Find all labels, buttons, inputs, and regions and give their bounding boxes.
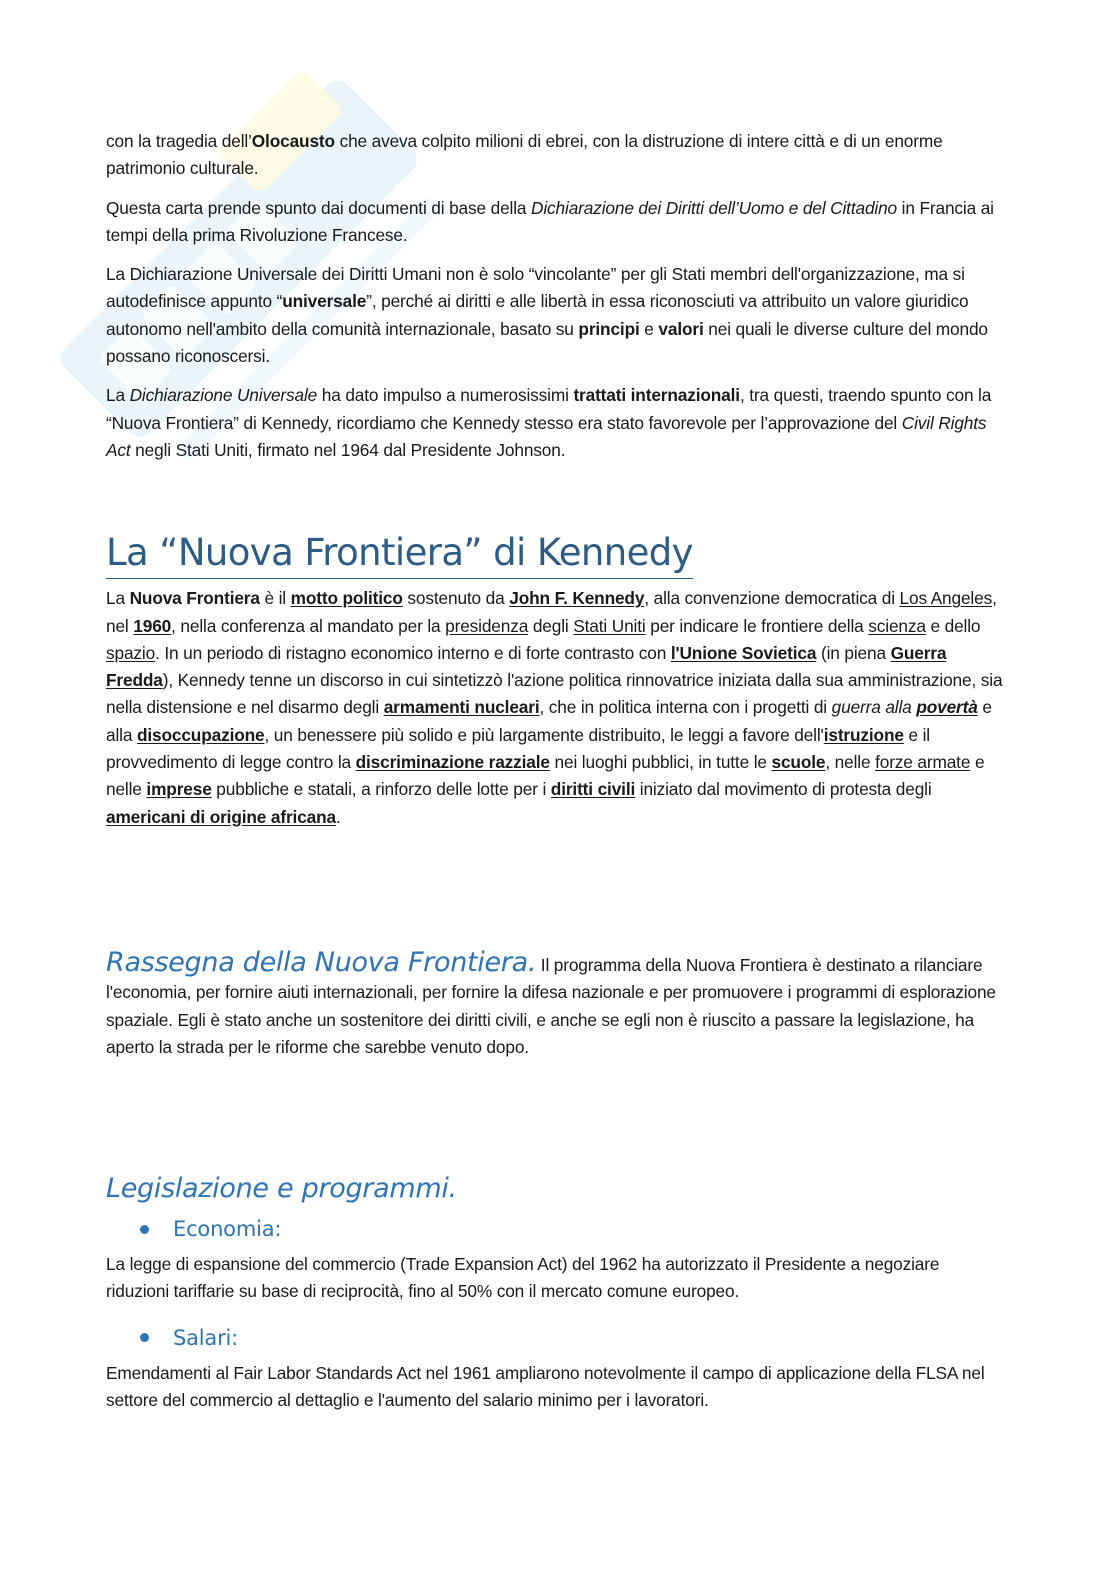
text-run: Il programma della Nuova Frontiera è destinato a rilanciare l'economia, per fornire aiuti internazionali, per fornire la difesa nazionale e per promuovere i programmi di esplorazione spaziale. Egli è stato anche un sostenitore dei diritti civili, e anche se egli non è riuscito a passare la legislazione, ha aperto la strada per le riforme che sarebbe venuto dopo. [106,954,996,1057]
inline-link[interactable]: imprese [146,779,212,800]
inline-link[interactable]: presidenza [445,615,529,636]
inline-link[interactable]: l'Unione Sovietica [670,642,817,663]
paragraph-olocausto [106,128,1006,183]
text-run: Emendamenti al Fair Labor Standards Act nel 1961 ampliarono notevolmente il campo di applicazione della FLSA nel settore del commercio al dettaglio e l'aumento del salario minimo per i lavoratori. [106,1362,985,1411]
text-run: . In un periodo di ristagno economico interno e di forte contrasto con [155,642,671,663]
text-run: degli [528,615,574,636]
text-run: e alla [106,697,992,745]
italic-text: Dichiarazione Universale [129,385,318,406]
text-run: Questa carta prende spunto dai documenti di base della [106,197,532,218]
text-run: , tra questi, traendo spunto con la “Nuova Frontiera” di Kennedy, ricordiamo che Kennedy stesso era stato favorevole per l’approvazione del [106,385,992,433]
text-run: , che in politica interna con i progetti di [539,697,832,718]
paragraph-dichiarazione-francese [106,195,1006,250]
text-run: e [639,318,659,339]
text-run: e dello [925,615,981,636]
italic-text: Civil Rights Act [106,412,987,460]
text-run: che aveva colpito milioni di ebrei, con la distruzione di intere città e di un enorme patrimonio culturale. [106,131,943,179]
text-run: è il [259,588,291,609]
text-run: ”, perché ai diritti e alle libertà in essa riconosciuti va attribuito un valore giuridico autonomo nell'ambito della comunità internazionale, basato su [106,291,969,339]
bold-text: principi [578,318,640,339]
text-run: La legge di espansione del commercio (Trade Expansion Act) del 1962 ha autorizzato il Presidente a negoziare riduzioni tariffarie su base di reciprocità, fino al 50% con il mercato comune europeo. [106,1254,940,1302]
text-run: (in piena [816,642,891,663]
bold-text: valori [658,318,704,339]
text-run: per indicare le frontiere della [645,615,869,636]
inline-link[interactable]: disoccupazione [136,724,265,745]
inline-link[interactable]: istruzione [823,724,904,745]
inline-link[interactable]: forze armate [875,752,971,773]
text-run: e il provvedimento di legge contro la [106,724,930,773]
bullet-salari [140,1320,1006,1356]
inline-link[interactable]: 1960 [133,615,172,636]
text-run: La [106,385,130,406]
inline-link[interactable]: spazio [106,642,156,663]
inline-link[interactable]: Stati Uniti [573,615,646,636]
paragraph-dichiarazione-universale [106,261,1006,370]
text-run: , nelle [825,752,876,773]
text-run: ha dato impulso a numerosissimi [317,385,574,406]
bullet-label-salari: Salari: [173,1325,239,1350]
inline-link[interactable]: povertà [916,697,978,718]
inline-link[interactable]: scienza [868,615,926,636]
text-run: , alla convenzione democratica di [644,588,900,609]
text-run: , un benessere più solido e più largamente distribuito, le leggi a favore dell' [264,724,824,745]
inline-link[interactable]: scuole [771,752,826,773]
text-run: . [336,806,341,827]
bold-text: Nuova Frontiera [129,588,260,609]
inline-link[interactable]: armamenti nucleari [383,697,540,718]
text-run: nei quali le diverse culture del mondo possano riconoscersi. [106,318,988,367]
paragraph-economia [106,1251,1006,1306]
text-run: negli Stati Uniti, firmato nel 1964 dal Presidente Johnson. [130,439,566,460]
heading-nuova-frontiera: La “Nuova Frontiera” di Kennedy [106,528,693,579]
inline-link[interactable]: motto politico [290,588,403,609]
inline-link[interactable]: americani di origine africana [106,806,336,827]
text-run: ), Kennedy tenne un discorso in cui sintetizzò l'azione politica rinnovatrice iniziata dalla sua amministrazione, sia nella distensione e nel disarmo degli [106,670,1003,718]
text-run: La [106,588,130,609]
text-run: con la tragedia dell’ [106,131,252,151]
bullet-label-economia: Economia: [173,1217,282,1242]
text-run: in Francia ai tempi della prima Rivoluzione Francese. [106,197,994,245]
inline-link[interactable]: John F. Kennedy [509,588,645,609]
bold-text: Olocausto [251,131,335,151]
text-run: , nel [106,588,997,636]
text-run: e nelle [106,752,985,800]
italic-text: guerra alla [831,697,917,718]
heading-rassegna: Rassegna della Nuova Frontiera. [106,946,537,978]
text-run: , nella conferenza al mandato per la [171,615,446,636]
heading-legislazione: Legislazione e programmi. [106,1173,457,1205]
italic-text: Dichiarazione dei Diritti dell’Uomo e del Cittadino [531,197,898,218]
bold-text: trattati internazionali [573,385,740,406]
text-run: iniziato dal movimento di protesta degli [635,779,932,800]
paragraph-trattati [106,382,1006,464]
bold-text: universale [282,291,367,312]
document-content [106,128,1006,1426]
paragraph-rassegna [106,946,1006,1061]
inline-link[interactable]: Guerra Fredda [106,642,947,691]
text-run: nei luoghi pubblici, in tutte le [549,752,772,773]
paragraph-salari [106,1360,1006,1415]
text-run: La Dichiarazione Universale dei Diritti Umani non è solo “vincolante” per gli Stati membri dell'organizzazione, ma si autodefinisce appunto “ [106,264,965,312]
inline-link[interactable]: diritti civili [550,779,636,800]
inline-link[interactable]: discriminazione razziale [355,752,550,773]
bullet-economia [140,1211,1006,1247]
bullet-dot-icon [140,1225,149,1234]
paragraph-nuova-frontiera [106,585,1006,831]
text-run: sostenuto da [402,588,510,609]
text-run: pubbliche e statali, a rinforzo delle lotte per i [211,779,551,800]
inline-link[interactable]: Los Angeles [899,588,993,609]
bullet-dot-icon [140,1333,149,1342]
